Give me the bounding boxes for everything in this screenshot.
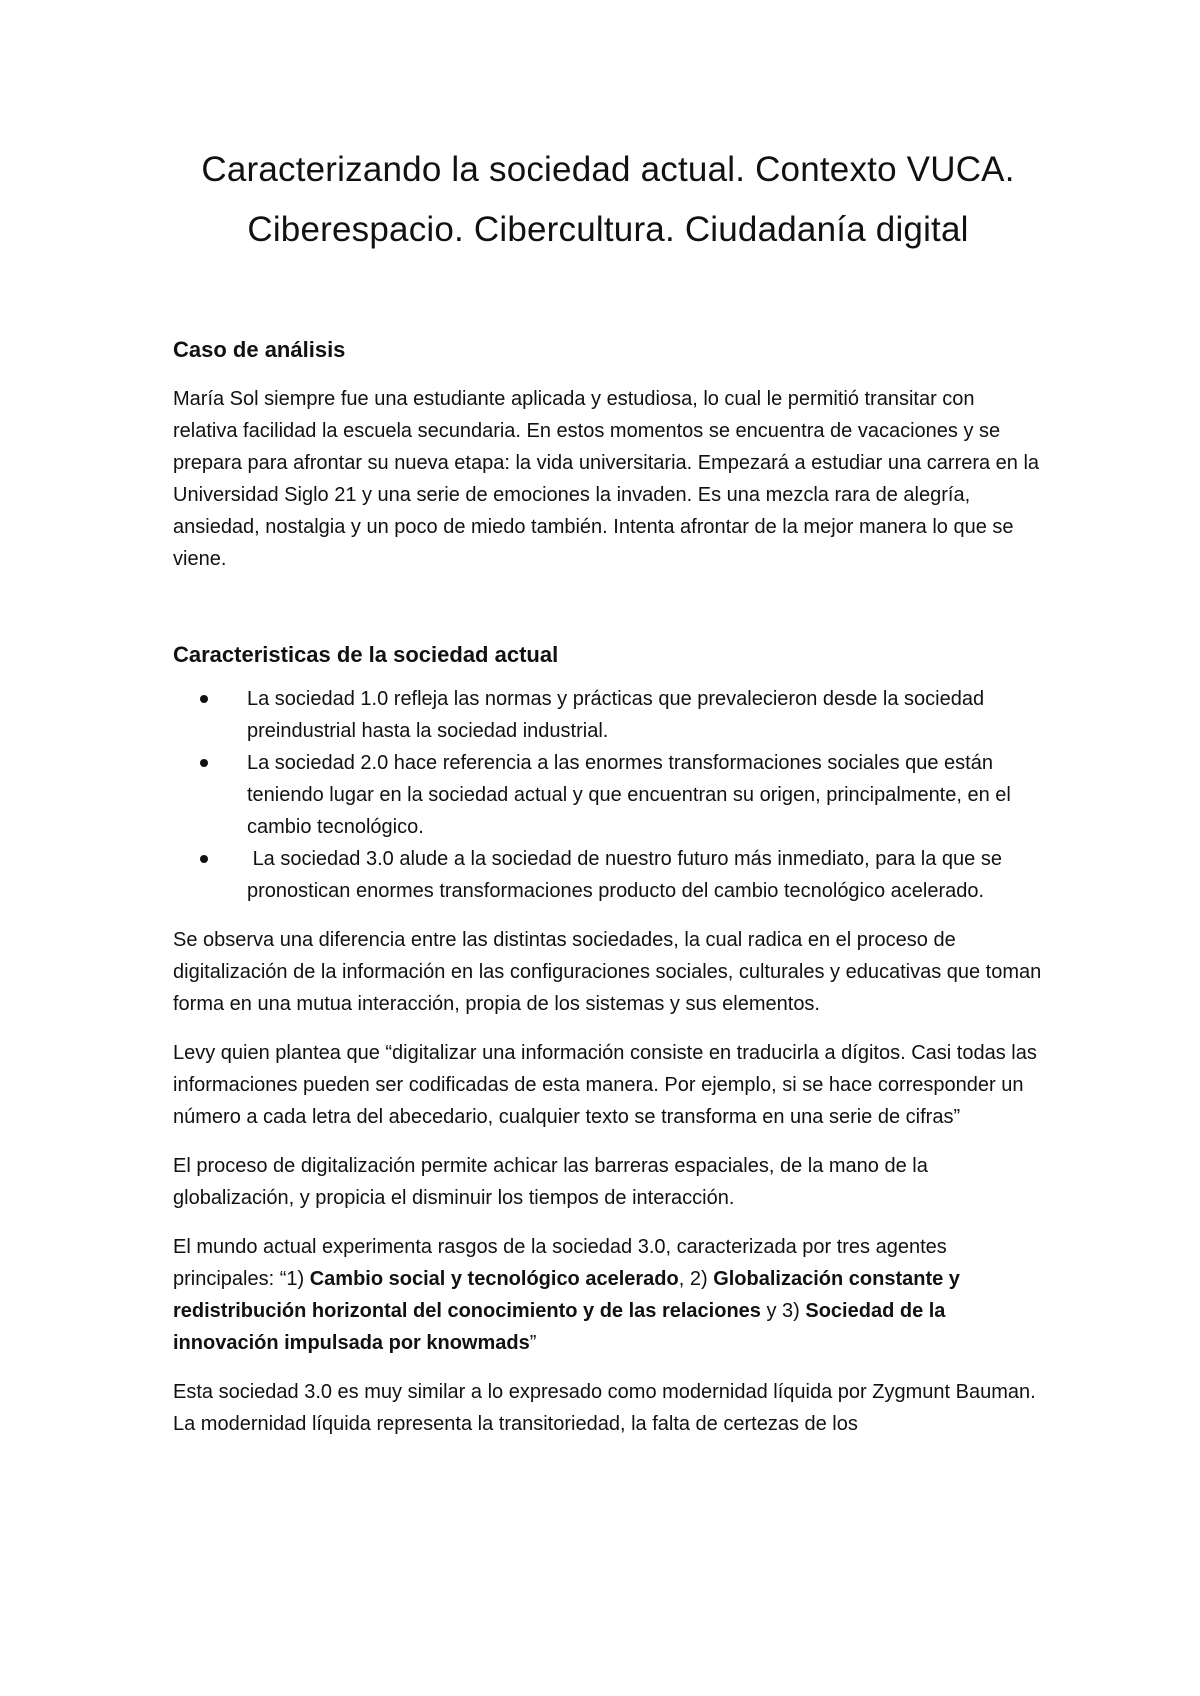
world-closing: ” xyxy=(529,1332,537,1354)
list-item xyxy=(247,843,1043,907)
title-line-2: Ciberespacio. Cibercultura. Ciudadanía digital xyxy=(247,210,969,249)
bullet-icon xyxy=(200,855,208,863)
case-paragraph: María Sol siempre fue una estudiante aplicada y estudiosa, lo cual le permitió transitar con relativa facilidad la escuela secundaria. En estos momentos se encuentra de vacaciones y se prepara para afrontar su nueva etapa: la vida universitaria. Empezará a estudiar una carrera en la Universidad Siglo 21 y una serie de emociones la invaden. Es una mezcla rara de alegría, ansiedad, nostalgia y un poco de miedo también. Intenta afrontar de la mejor manera lo que se viene. xyxy=(173,388,1040,570)
title-line-1: Caracterizando la sociedad actual. Contexto VUCA. xyxy=(201,150,1015,189)
levy-quote-paragraph: Levy quien plantea que “digitalizar una información consiste en traducirla a dígitos. Casi todas las informaciones pueden ser codificadas de esta manera. Por ejemplo, si se hace corresponder un número a cada letra del abecedario, cualquier texto se transforma en una serie de cifras” xyxy=(173,1042,1037,1128)
list-item xyxy=(247,683,1043,747)
difference-paragraph: Se observa una diferencia entre las distintas sociedades, la cual radica en el proceso de digitalización de la información en las configuraciones sociales, culturales y educativas que toman forma en una mutua interacción, propia de los sistemas y sus elementos. xyxy=(173,929,1042,1015)
agent-3: Sociedad de la innovación impulsada por knowmads xyxy=(173,1300,946,1354)
bullet-text: La sociedad 3.0 alude a la sociedad de nuestro futuro más inmediato, para la que se pronostican enormes transformaciones producto del cambio tecnológico acelerado. xyxy=(247,848,1008,902)
bauman-paragraph: Esta sociedad 3.0 es muy similar a lo expresado como modernidad líquida por Zygmunt Bauman. La modernidad líquida representa la transitoriedad, la falta de certezas de los xyxy=(173,1381,1036,1435)
case-heading: Caso de análisis xyxy=(173,337,346,362)
world-agents-paragraph xyxy=(173,1231,1043,1359)
bullet-icon xyxy=(200,759,208,767)
document-title xyxy=(173,140,1043,260)
world-intro: El mundo actual experimenta rasgos de la sociedad 3.0, caracterizada por tres agentes principales: “1) xyxy=(173,1236,947,1290)
society-bullet-list xyxy=(173,683,1043,907)
agent-1: Cambio social y tecnológico acelerado xyxy=(309,1268,679,1290)
list-item xyxy=(247,747,1043,843)
document-body xyxy=(173,140,1043,1440)
bullet-text: La sociedad 1.0 refleja las normas y prácticas que prevalecieron desde la sociedad preindustrial hasta la sociedad industrial. xyxy=(247,688,985,742)
digitalization-paragraph: El proceso de digitalización permite achicar las barreras espaciales, de la mano de la globalización, y propicia el disminuir los tiempos de interacción. xyxy=(173,1155,928,1209)
world-sep-1: , 2) xyxy=(678,1268,714,1290)
bullet-text: La sociedad 2.0 hace referencia a las enormes transformaciones sociales que están teniendo lugar en la sociedad actual y que encuentran su origen, principalmente, en el cambio tecnológico. xyxy=(247,752,1011,838)
world-sep-2: y 3) xyxy=(760,1300,806,1322)
bullet-icon xyxy=(200,695,208,703)
features-heading: Caracteristicas de la sociedad actual xyxy=(173,642,559,667)
agent-2: Globalización constante y redistribución horizontal del conocimiento y de las relaciones xyxy=(173,1268,960,1322)
